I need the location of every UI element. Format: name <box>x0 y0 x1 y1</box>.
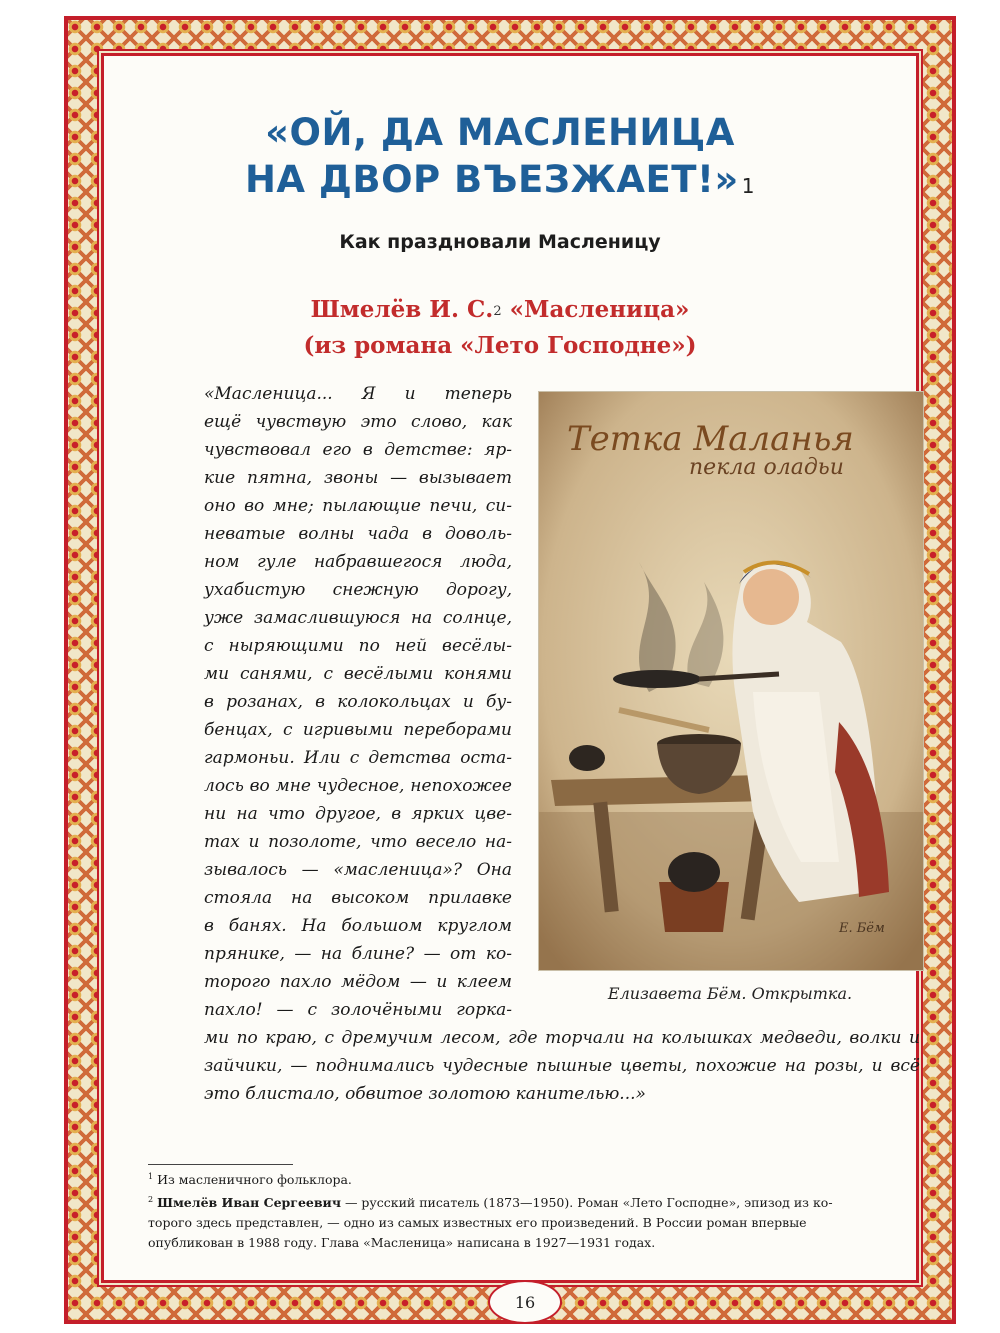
footnote-1-text: Из масленичного фольклора. <box>157 1172 352 1188</box>
excerpt-line: бенцах, с игривыми переборами <box>204 720 512 740</box>
footnote-1-mark: 1 <box>148 1172 154 1181</box>
excerpt-line: в банях. На большом круглом <box>204 916 512 936</box>
illustration-caption: Елизавета Бём. Открытка. <box>607 984 853 1003</box>
excerpt-line: зывалось — «масленица»? Она <box>204 860 512 880</box>
footnote-2-mark: 2 <box>148 1195 154 1205</box>
footnote-2 <box>148 1190 918 1213</box>
excerpt-line: в розанах, в колокольцах и бу- <box>204 692 512 712</box>
page-title <box>0 108 1000 158</box>
excerpt-line: с ныряющими по ней весёлы- <box>204 636 512 656</box>
footnote-2-line2: торого здесь представлен, — одно из самых известных его произведений. В России роман впервые <box>148 1215 807 1231</box>
excerpt-line: это блистало, обвитое золотою канителью...» <box>204 1084 646 1104</box>
excerpt-column <box>204 380 512 1024</box>
page-title-line2: НА ДВОР ВЪЕЗЖАЕТ!» <box>244 158 739 201</box>
excerpt-line: прянике, — на блине? — от ко- <box>204 944 512 964</box>
excerpt-line: ном гуле набравшегося люда, <box>204 552 512 572</box>
excerpt-line: ухабистую снежную дорогу, <box>204 580 512 600</box>
footnotes <box>148 1167 918 1253</box>
postcard-inscription-2: пекла оладьи <box>689 455 844 480</box>
footnote-2-line3: опубликован в 1988 году. Глава «Масленица» написана в 1927—1931 годах. <box>148 1235 656 1251</box>
postcard-illustration <box>538 391 924 971</box>
work-source: (из романа «Лето Господне») <box>303 332 697 359</box>
excerpt-line: ни на что другое, в ярких цве- <box>204 804 512 824</box>
excerpt-line: ещё чувствую это слово, как <box>204 412 512 432</box>
work-title <box>0 292 1000 364</box>
footnote-2-name: Шмелёв Иван Сергеевич <box>157 1195 341 1211</box>
footnote-divider <box>148 1164 293 1165</box>
excerpt-line: неватые волны чада в доволь- <box>204 524 512 544</box>
footnote-mark-1: 1 <box>741 174 756 198</box>
excerpt-line: ми санями, с весёлыми конями <box>204 664 512 684</box>
excerpt-line: зайчики, — поднимались чудесные пышные цветы, похожие на розы, и всё <box>204 1056 920 1076</box>
section-subtitle: Как праздновали Масленицу <box>339 231 661 253</box>
excerpt-line: уже замаслившуюся на солнце, <box>204 608 512 628</box>
excerpt-line: лось во мне чудесное, непохожее <box>204 776 512 796</box>
work-author: Шмелёв И. С. <box>310 296 494 323</box>
postcard-inscription-1: Тетка Маланья <box>567 419 854 459</box>
excerpt-continuation <box>204 1024 920 1108</box>
postcard-signature: Е. Бём <box>839 921 885 936</box>
excerpt-line: пахло! — с золочёными горка- <box>204 1000 512 1020</box>
footnote-1 <box>148 1167 918 1190</box>
excerpt-line: торого пахло мёдом — и клеем <box>204 972 512 992</box>
excerpt-line: кие пятна, звоны — вызывает <box>204 468 512 488</box>
work-name: «Масленица» <box>509 296 690 323</box>
excerpt-line: тах и позолоте, что весело на- <box>204 832 512 852</box>
footnote-2-text: — русский писатель (1873—1950). Роман «Лето Господне», эпизод из ко- <box>340 1195 833 1211</box>
page-title-second <box>0 155 1000 205</box>
excerpt-line: чувствовал его в детстве: яр- <box>204 440 512 460</box>
page-number: 16 <box>488 1280 562 1324</box>
excerpt-line: ми по краю, с дремучим лесом, где торчали на колышках медведи, волки и <box>204 1028 920 1048</box>
footnote-mark-2: 2 <box>493 304 502 319</box>
excerpt-line: гармоньи. Или с детства оста- <box>204 748 512 768</box>
excerpt-line: «Масленица... Я и теперь <box>204 384 512 404</box>
excerpt-line: стояла на высоком прилавке <box>204 888 512 908</box>
page-title-line1: «ОЙ, ДА МАСЛЕНИЦА <box>265 111 735 154</box>
excerpt-line: оно во мне; пылающие печи, си- <box>204 496 512 516</box>
